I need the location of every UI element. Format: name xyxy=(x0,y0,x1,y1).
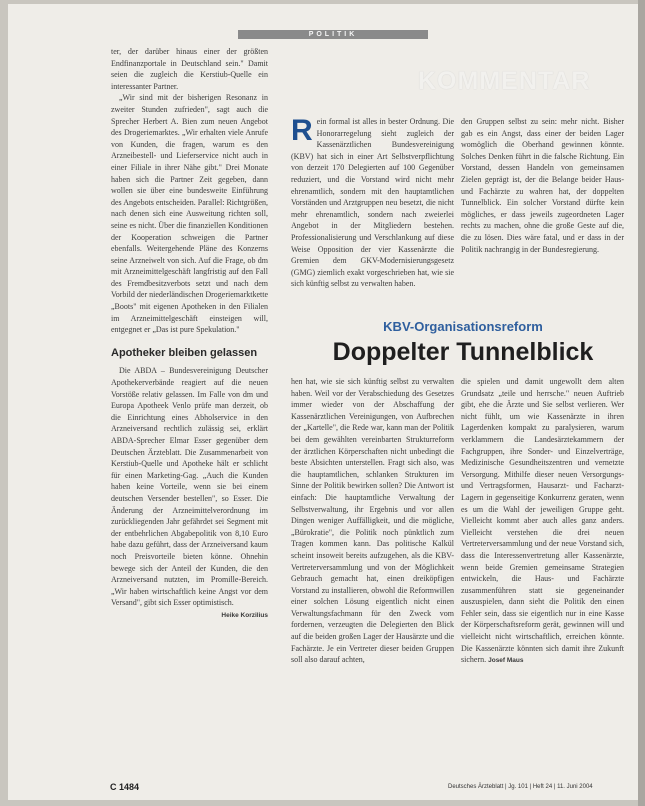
subheading: Apotheker bleiben gelassen xyxy=(111,346,258,359)
kommentar-column-1 xyxy=(291,116,454,312)
dropcap: R xyxy=(291,116,313,147)
left-author: Heike Korzilius xyxy=(221,611,268,619)
kommentar-column-3 xyxy=(291,376,454,781)
kommentar-column-2 xyxy=(461,116,624,312)
kommentar-text-3: hen hat, wie sie sich künftig selbst zu verwalten haben. Weil vor der Verabschiedung des Gesetzes immer wieder von der Abschaffung der Kassenärztlichen Vereinigungen, von Aufbrechen der „Kartelle", die Rede war, kann man der Politik bei dem gewählten vereinbarten Strukturreform der ärztlichen Körperschaften nicht unbedingt die beste Absichten unterstellen. Fragt sich also, was die hauptamtlichen, schlanken Strukturen im Sinne der Politik bewirken sollen? Die Antwort ist einfach: Die hauptamtliche Verwaltung der Selbstverwaltung, ihr Ergebnis und vor allen Dingen weniger Auffälligkeit, und die mögliche, „Bürokratie", die Politik noch pünktlich zum Tragen kommen kann. Das politische Kalkül scheint insoweit bereits aufzugehen, als die KBV-Vertreterversammlung und von der Möglichkeit Gebrauch gemacht hat, einen dreiköpfigen Vorstand zu installieren, obwohl die Reformwillen einer solchen Lösung eigentlich nicht einen Verwaltungsfachmann für den Zweck vom fordernen, verzeugten die Delegierten den Blick auf die beiden großen Lager der Hausärzte und die Fachärzte. Je ein Vertreter dieser beiden Gruppen soll also darauf achten, xyxy=(291,377,454,665)
left-column xyxy=(111,46,268,781)
kommentar-text-4: die spielen und damit ungewollt dem alten Grundsatz „teile und herrsche." neuen Auftrieb gibt, ehe die Ärzte und Sie selbst verlieren. Wer nicht fühlt, um wie Kassenärzte in ihren Lagerdenken kompakt zu paralysieren, warum verklammern die Landesärztekammern der Fachgruppen, ihre Sonder- und Einzelverträge, Medizinische Gesundheitszentren und vernetzte Versorgung. Mithilfe dieser neuen Versorgungs- und Vertragsformen, Hausarzt- und Facharzt-Lagern in gegenseitige Konkurrenz geraten, wenn es um die Wahl der jeweiligen Gruppe geht. Vielleicht kommt aber auch alles ganz anders. Vielleicht verstehen die drei neuen Vertreterversammlung und der neue Vorstand sich, dass die Interessenvertretung aller Kassenärzte, wenn beide Gremien gemeinsame Strategien entwickeln, die Haus- und Fachärzte zusammenführen statt sie gegeneinander auszuspielen, dann sieht die Politik den einen Fehler sein, dass sie eigentlich nur in eine Kasse der Körperschaftsreform gerät, gewinnen will und vielleicht nicht wirtschaftlich, erreichen könnte. Die Kassenärzte könnten sich damit ihre Zukunft sichern. xyxy=(461,377,624,665)
kbv-label: KBV-Organisationsreform xyxy=(383,319,543,334)
left-paragraph-2: „Wir sind mit der bisherigen Resonanz in zweiter Stunden zufrieden", sagt auch die Sprecher Herbert A. Bien zum neuen Angebot des Drogeriemarktes. „Wir erhalten viele Anrufe von Kunden, die fragen, warum es den Arzneibestell- und Lieferservice nicht auch in einer Filiale in ihrer Nähe gibt." Drei Monate haben sich die Partner Zeit gegeben, dann wollen sie über eine bundesweite Einführung des Angebots entscheiden. Parallel: Richtgrößen, nach denen sich eine Ausweitung richten soll, seine es nicht. Über die finanziellen Konditionen der Kooperation schweigen die Partner ebenfalls. Weitergehende Pläne des Konzerns seine Arzneiwelt von sich. Auf die Frage, ob dm mit Arzneimittelgeschäft langfristig auf den Fall des Fremdbesitzverbots setzt und nach dem Vorbild der niederländischen Drogeriemarktkette „Boots" mit eigenen Apotheken in den Filialen im Arzneimittelgeschäft einsteigen will, entgegnet er „Das ist pure Spekulation." xyxy=(111,93,268,335)
kommentar-label: KOMMENTAR xyxy=(418,67,591,95)
headline: Doppelter Tunnelblick xyxy=(332,338,594,366)
kommentar-author: Josef Maus xyxy=(488,657,524,665)
running-head: POLITIK xyxy=(238,30,428,39)
kommentar-column-4 xyxy=(461,376,624,781)
left-paragraph-1: ter, der darüber hinaus einer der größten Endfinanzportale in Deutschland sein." Damit seien die zugleich die Kerstiub-Quelle ein interessanter Partner. xyxy=(111,47,268,91)
page-edge-shadow xyxy=(638,0,645,806)
journal-line: Deutsches Ärzteblatt | Jg. 101 | Heft 24 | 11. Juni 2004 xyxy=(448,784,593,790)
kommentar-text-1: ein formal ist alles in bester Ordnung. Die Honorarregelung sieht zugleich der Kassenärztlichen Bundesvereinigung (KBV) hat sich in einer Art Selbstverpflichtung von derzeit 170 Delegierten auf 100 Gegenüber reduziert, und die Vorstand wird nicht mehr ehrenamtlich, sondern mit den hauptamtlichen Vorständen und Arztgruppen neu besetzt, die nicht mehr ehrenamtlich, sondern nach zweierlei Angebot in der Mitgliedern bestehen. Professionalisierung und Verschlankung auf diese Weise Opposition der vier Kassenärzte die Gremien dem GKV-Modernisierungsgesetz (GMG) ziemlich exakt vorgeschrieben hat, wie sie sich künftig selbst zu verwalten haben. xyxy=(291,117,454,289)
magazine-page xyxy=(8,4,638,800)
left-paragraph-3: Die ABDA – Bundesvereinigung Deutscher Apothekerverbände reagiert auf die neuen Vorstöße relativ gelassen. Im Falle von dm und Europa Apotheek Venlo prüfe man derzeit, ob die Einrichtung eines Abholservice in den Arzneiversand rechtlich zulässig sei, erklärt ABDA-Sprecher Elmar Esser gegenüber dem Deutschen Ärzteblatt. Die Zusammenarbeit von Kerstiub-Quelle und Apotheke hält er schlicht für einen Marketing-Gag. „Auch die Kunden haben keine Vorteile, wenn sie bei einem deutschen Versender bestellen", so Esser. Die Änderung der Arzneimittelverordnung im zurückliegenden Jahr gefährdet sei Segment mit der entbehrlichen Abgabepolitik von 8,10 Euro habe dazu geführt, dass der Arzneiversand kaum noch Preisvorteile bieten könne. Ohnehin bewege sich der Anteil der Kunden, die den Arzneiversand nutzten, im Promille-Bereich. „Wir haben wirtschaftlich keine Angst vor dem Versand", gibt sich Esser optimistisch. xyxy=(111,366,268,608)
kommentar-text-2: den Gruppen selbst zu sein: mehr nicht. Bisher gab es ein Angst, dass einer der beiden Lager womöglich die Oberhand gewinnen könnte. Solches Denken führt in die falsche Richtung. Ein Vorstand, dessen Handeln von gemeinsamen Zielen geprägt ist, der die Belange beider Haus- und Fachärzte zu wahren hat, der doppelten Tunnelblick. Ein solcher Vorstand dürfte kein mögliches, er dass jeweils zugeordneten Lager rechts zu machen, ohne die große Geste auf die, die zu lösen. Dies wäre fatal, und er dass in der Politik nachrangig in der Bundesregierung. xyxy=(461,117,624,254)
page-number: C 1484 xyxy=(110,782,140,792)
